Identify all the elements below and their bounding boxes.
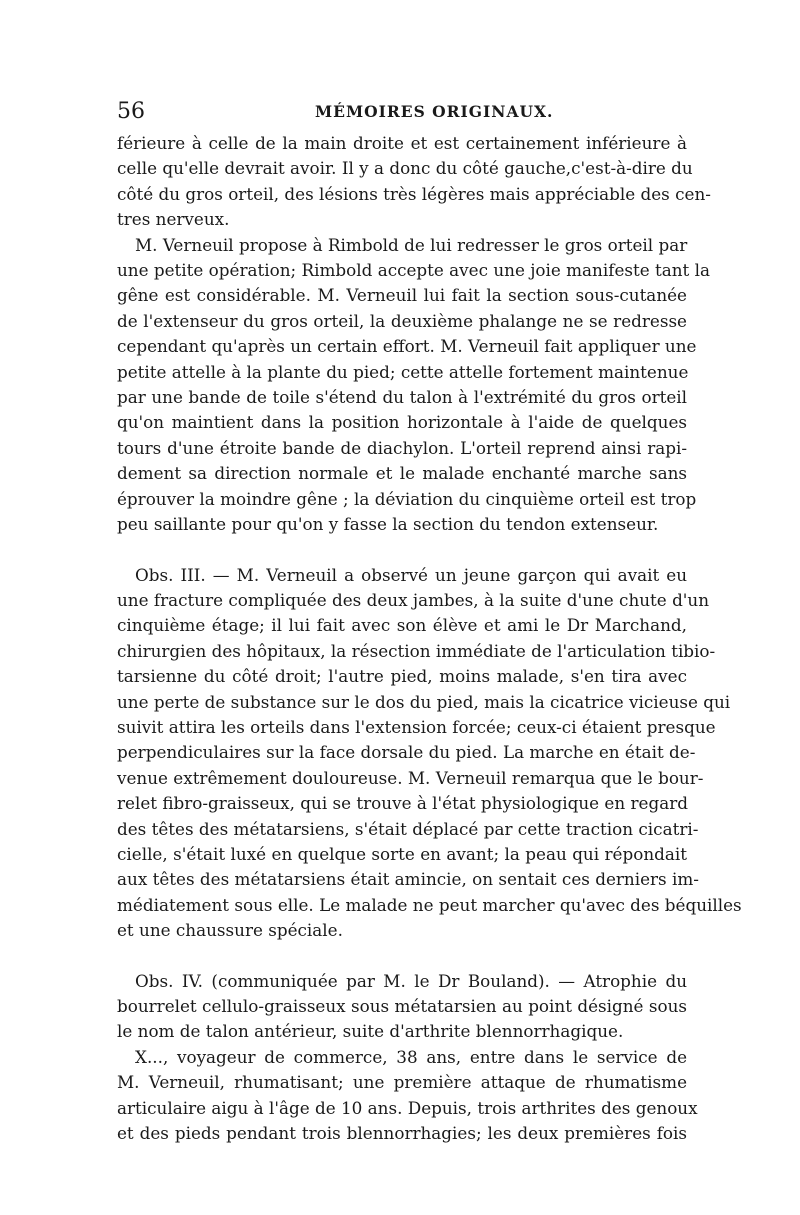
page-number: 56: [117, 99, 145, 124]
text-line: venue extrêmement douloureuse. M. Verneuil remarqua que le bour-: [117, 767, 704, 788]
text-line: suivit attira les orteils dans l'extension forcée; ceux-ci étaient presque: [117, 716, 716, 737]
text-line: une fracture compliquée des deux jambes, à la suite d'une chute d'un: [117, 589, 710, 610]
text-line: de l'extenseur du gros orteil, la deuxième phalange ne se redresse: [117, 310, 687, 331]
text-line: cependant qu'après un certain effort. M. Verneuil fait appliquer une: [117, 336, 697, 357]
paragraph: [117, 131, 711, 233]
text-line: bourrelet cellulo-graisseux sous métatarsien au point désigné sous: [117, 996, 687, 1016]
page-header: [117, 97, 687, 127]
text-line: aux têtes des métatarsiens était amincie, on sentait ces derniers im-: [117, 869, 699, 890]
text-line: le nom de talon antérieur, suite d'arthrite blennorrhagique.: [117, 1021, 624, 1042]
paragraph: [117, 233, 711, 538]
paragraph: [117, 969, 687, 1045]
text-line: M. Verneuil, rhumatisant; une première attaque de rhumatisme: [117, 1072, 687, 1093]
text-line: Obs. IV. (communiquée par M. le Dr Bouland). — Atrophie du: [135, 970, 687, 991]
body-text: [117, 131, 742, 1146]
text-line: une perte de substance sur le dos du pied, mais la cicatrice vicieuse qui: [117, 691, 731, 712]
text-line: gêne est considérable. M. Verneuil lui fait la section sous-cutanée: [117, 285, 687, 306]
text-line: tours d'une étroite bande de diachylon. L'orteil reprend ainsi rapi-: [117, 437, 687, 458]
text-line: médiatement sous elle. Le malade ne peut marcher qu'avec des béquilles: [117, 894, 742, 915]
text-line: et des pieds pendant trois blennorrhagies; les deux premières fois: [117, 1123, 687, 1144]
text-line: M. Verneuil propose à Rimbold de lui redresser le gros orteil par: [135, 234, 688, 255]
text-line: côté du gros orteil, des lésions très légères mais appréciable des cen-: [117, 183, 711, 204]
text-line: tarsienne du côté droit; l'autre pied, moins malade, s'en tira avec: [117, 666, 687, 687]
text-line: des têtes des métatarsiens, s'était déplacé par cette traction cicatri-: [117, 818, 699, 839]
text-line: chirurgien des hôpitaux, la résection immédiate de l'articulation tibio-: [117, 640, 716, 661]
text-line: petite attelle à la plante du pied; cette attelle fortement maintenue: [117, 361, 689, 382]
paragraph: [117, 563, 742, 944]
text-line: cinquième étage; il lui fait avec son élève et ami le Dr Marchand,: [117, 615, 687, 636]
text-line: celle qu'elle devrait avoir. Il y a donc du côté gauche,c'est-à-dire du: [117, 158, 693, 179]
text-line: peu saillante pour qu'on y fasse la section du tendon extenseur.: [117, 514, 659, 535]
paragraph: [117, 1045, 698, 1147]
text-line: perpendiculaires sur la face dorsale du pied. La marche en était de-: [117, 742, 696, 763]
text-line: relet fibro-graisseux, qui se trouve à l'état physiologique en regard: [117, 793, 688, 814]
text-line: férieure à celle de la main droite et est certainement inférieure à: [117, 133, 687, 153]
text-line: par une bande de toile s'étend du talon à l'extrémité du gros orteil: [117, 387, 687, 408]
running-title: MÉMOIRES ORIGINAUX.: [315, 102, 554, 121]
text-line: une petite opération; Rimbold accepte avec une joie manifeste tant la: [117, 260, 711, 281]
text-line: éprouver la moindre gêne ; la déviation du cinquième orteil est trop: [117, 488, 697, 509]
text-line: tres nerveux.: [117, 209, 230, 230]
text-line: Obs. III. — M. Verneuil a observé un jeune garçon qui avait eu: [135, 564, 687, 585]
text-line: articulaire aigu à l'âge de 10 ans. Depuis, trois arthrites des genoux: [117, 1097, 698, 1118]
text-line: et une chaussure spéciale.: [117, 920, 343, 941]
text-line: qu'on maintient dans la position horizontale à l'aide de quelques: [117, 412, 687, 433]
text-line: cielle, s'était luxé en quelque sorte en avant; la peau qui répondait: [117, 843, 687, 864]
text-line: dement sa direction normale et le malade enchanté marche sans: [117, 463, 687, 484]
text-line: X..., voyageur de commerce, 38 ans, entre dans le service de: [135, 1046, 687, 1067]
